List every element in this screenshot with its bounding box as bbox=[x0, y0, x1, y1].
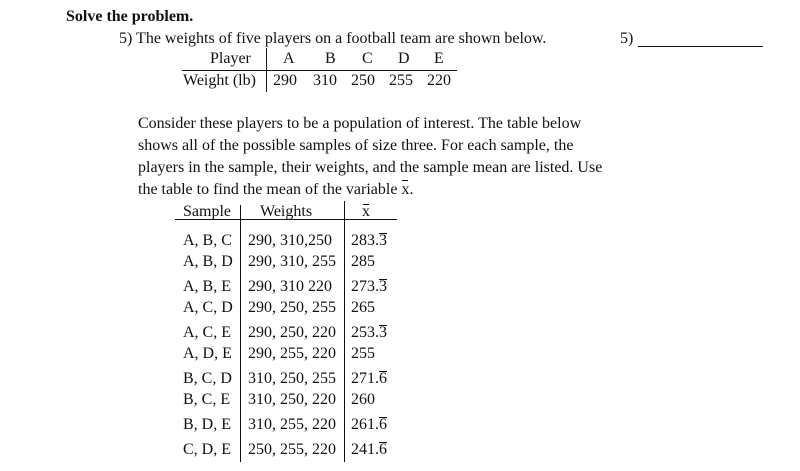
player-cell: B bbox=[325, 50, 336, 67]
x-bar-symbol: x bbox=[401, 179, 409, 201]
players-header-label: Player bbox=[210, 50, 251, 67]
mean-value: 260 bbox=[351, 391, 375, 408]
player-cell: A bbox=[283, 50, 295, 67]
mean-cell bbox=[351, 232, 387, 250]
weights-cell: 310, 250, 255 bbox=[248, 370, 336, 387]
sample-cell: B, C, E bbox=[183, 391, 231, 408]
mean-cell bbox=[351, 278, 387, 296]
mean-cell bbox=[351, 324, 387, 342]
repeating-digit: 6 bbox=[379, 416, 387, 433]
weights-cell: 290, 250, 255 bbox=[248, 299, 336, 316]
column-header-sample: Sample bbox=[183, 203, 231, 220]
instructions-end: . bbox=[409, 181, 414, 198]
weight-cell: 250 bbox=[351, 72, 375, 89]
players-table-rule bbox=[182, 70, 457, 71]
repeating-digit: 6 bbox=[379, 441, 387, 458]
mean-value: 273. bbox=[351, 278, 379, 295]
repeating-digit: 3 bbox=[379, 232, 387, 249]
weights-cell: 250, 255, 220 bbox=[248, 441, 336, 458]
mean-cell bbox=[351, 299, 375, 317]
player-cell: C bbox=[362, 50, 373, 67]
mean-cell bbox=[351, 370, 387, 388]
mean-cell bbox=[351, 416, 387, 434]
section-heading: Solve the problem. bbox=[66, 8, 194, 25]
sample-cell: A, B, D bbox=[183, 253, 233, 270]
weights-cell: 290, 310, 255 bbox=[248, 253, 336, 270]
weight-cell: 290 bbox=[273, 72, 297, 89]
instructions-text: Consider these players to be a population of interest. The table below shows all of the possible samples of size three. For each sample, the players in the sample, their weights, and the sample mean are listed. Use the table to find the mean of the variable bbox=[138, 115, 603, 198]
x-bar-header: x bbox=[362, 203, 370, 220]
repeating-digit: 6 bbox=[379, 370, 387, 387]
mean-cell bbox=[351, 441, 387, 459]
mean-value: 241. bbox=[351, 441, 379, 458]
weights-cell: 290, 250, 220 bbox=[248, 324, 336, 341]
weight-row-label: Weight (lb) bbox=[183, 72, 256, 89]
weights-cell: 290, 310 220 bbox=[248, 278, 332, 295]
sample-cell: A, C, E bbox=[183, 324, 231, 341]
mean-value: 253. bbox=[351, 324, 379, 341]
samples-header-rule bbox=[175, 219, 397, 220]
weights-cell: 290, 310,250 bbox=[248, 232, 332, 249]
instructions-paragraph bbox=[138, 113, 608, 201]
question-text: 5) The weights of five players on a football team are shown below. bbox=[119, 30, 547, 47]
mean-value: 265 bbox=[351, 299, 375, 316]
column-header-weights: Weights bbox=[260, 203, 313, 220]
sample-cell: A, B, E bbox=[183, 278, 231, 295]
mean-cell bbox=[351, 391, 375, 409]
weight-cell: 310 bbox=[313, 72, 337, 89]
sample-cell: A, D, E bbox=[183, 345, 232, 362]
answer-blank-line[interactable] bbox=[638, 46, 763, 47]
sample-cell: B, C, D bbox=[183, 370, 232, 387]
samples-divider-2 bbox=[344, 201, 345, 462]
mean-cell bbox=[351, 345, 375, 363]
repeating-digit: 3 bbox=[379, 324, 387, 341]
player-cell: D bbox=[398, 50, 410, 67]
player-cell: E bbox=[434, 50, 444, 67]
mean-value: 271. bbox=[351, 370, 379, 387]
weights-cell: 290, 255, 220 bbox=[248, 345, 336, 362]
mean-value: 285 bbox=[351, 253, 375, 270]
sample-cell: A, B, C bbox=[183, 232, 232, 249]
repeating-digit: 3 bbox=[379, 278, 387, 295]
weight-cell: 255 bbox=[389, 72, 413, 89]
weights-cell: 310, 250, 220 bbox=[248, 391, 336, 408]
answer-label: 5) bbox=[620, 30, 634, 47]
sample-cell: C, D, E bbox=[183, 441, 231, 458]
samples-divider-1 bbox=[240, 205, 241, 462]
mean-value: 283. bbox=[351, 232, 379, 249]
mean-value: 261. bbox=[351, 416, 379, 433]
mean-cell bbox=[351, 253, 375, 271]
sample-cell: A, C, D bbox=[183, 299, 233, 316]
weights-cell: 310, 255, 220 bbox=[248, 416, 336, 433]
sample-cell: B, D, E bbox=[183, 416, 231, 433]
mean-value: 255 bbox=[351, 345, 375, 362]
weight-cell: 220 bbox=[427, 72, 451, 89]
